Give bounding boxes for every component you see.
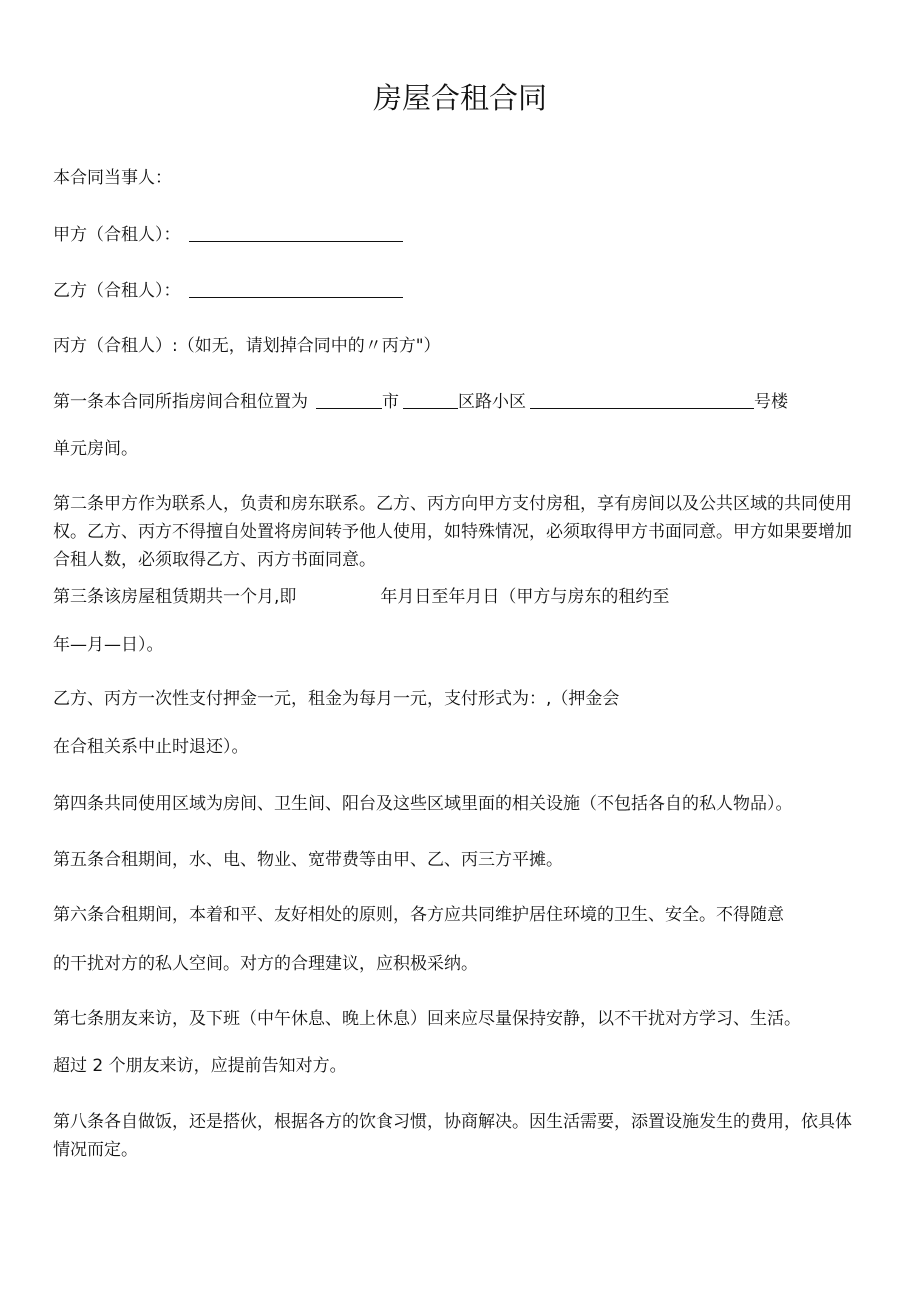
article-5: 第五条合租期间，水、电、物业、宽带费等由甲、乙、丙三方平摊。	[53, 850, 563, 870]
district-blank[interactable]	[403, 391, 458, 409]
party-c-line: 丙方（合租人）:（如无，请划掉合同中的〃丙方"）	[53, 336, 441, 356]
article-3-text-a: 第三条该房屋租赁期共一个月,即	[53, 587, 297, 607]
article-6-line-2: 的干扰对方的私人空间。对方的合理建议，应积极采纳。	[53, 954, 478, 974]
party-a-blank[interactable]	[189, 224, 403, 242]
article-3-text-b: 年月日至年月日（甲方与房东的租约至	[380, 587, 670, 607]
article-1-text-b: 市	[382, 392, 399, 412]
party-a-line	[53, 224, 403, 246]
article-1-text-c: 区路小区	[458, 392, 526, 412]
article-3-line	[53, 587, 669, 608]
article-6-line: 第六条合租期间，本着和平、友好相处的原则，各方应共同维护居住环境的卫生、安全。不得随意	[53, 905, 784, 925]
article-2: 第二条甲方作为联系人，负责和房东联系。乙方、丙方向甲方支付房租，享有房间以及公共区域的共同使用权。乙方、丙方不得擅自处置将房间转予他人使用，如特殊情况，必须取得甲方书面同意。甲方如果要增加合租人数，必须取得乙方、丙方书面同意。	[53, 494, 852, 570]
party-b-line	[53, 280, 403, 302]
party-b-blank[interactable]	[189, 280, 403, 298]
building-blank[interactable]	[530, 391, 754, 409]
page-title: 房屋合租合同	[372, 81, 547, 115]
article-7-line: 第七条朋友来访，及下班（中午休息、晚上休息）回来应尽量保持安静，以不干扰对方学习、生活。	[53, 1009, 801, 1029]
article-7-line-2: 超过 2 个朋友来访，应提前告知对方。	[53, 1056, 347, 1076]
deposit-line-2: 在合租关系中止时退还）。	[53, 737, 249, 757]
article-8: 第八条各自做饭，还是搭伙，根据各方的饮食习惯，协商解决。因生活需要，添置设施发生的费用，依具体情况而定。	[53, 1112, 852, 1160]
party-b-label: 乙方（合租人）：	[53, 281, 181, 301]
party-a-label: 甲方（合租人）：	[53, 225, 181, 245]
deposit-line: 乙方、丙方一次性支付押金一元，租金为每月一元，支付形式为：,（押金会	[53, 689, 620, 709]
intro-line: 本合同当事人：	[53, 168, 172, 188]
article-1-text-d: 号楼	[754, 392, 788, 412]
article-1-line-2: 单元房间。	[53, 439, 138, 459]
city-blank[interactable]	[316, 391, 382, 409]
article-1-text-a: 第一条本合同所指房间合租位置为	[53, 392, 308, 412]
article-1-line	[53, 391, 788, 413]
article-4: 第四条共同使用区域为房间、卫生间、阳台及这些区域里面的相关设施（不包括各自的私人物品）。	[53, 794, 793, 814]
article-3-line-2: 年—月—日）。	[53, 635, 164, 655]
